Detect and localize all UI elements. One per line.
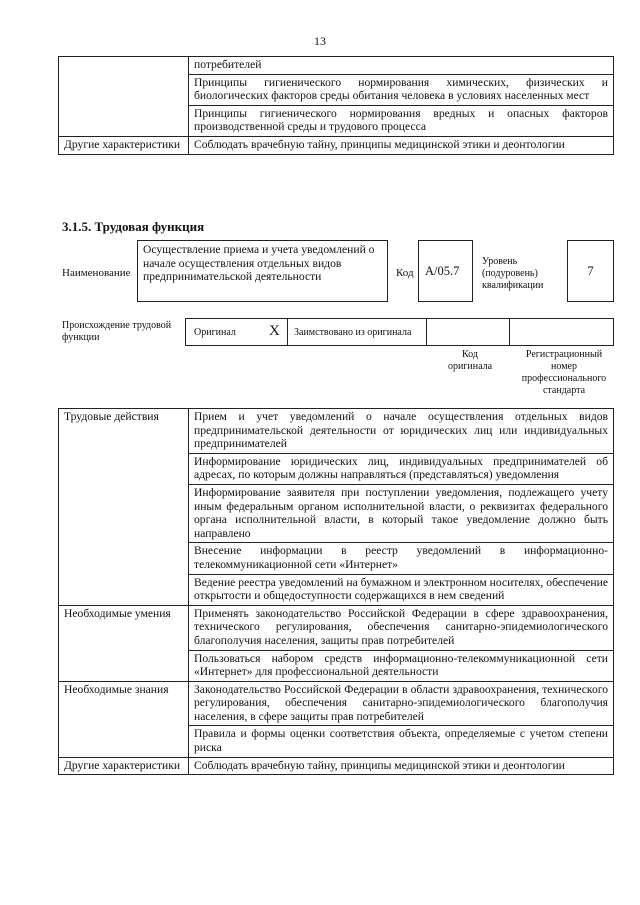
reg-caption: Регистрационный номер профессионального стандарта (521, 349, 607, 396)
row-text: Информирование заявителя при поступлении уведомления, подлежащего учету иным федеральным органом исполнительной власти, о реквизитах федерального органа исполнительной власти, в который такое уведомление должно быть направлено (189, 484, 614, 542)
row-text: Принципы гигиенического нормирования химических, физических и биологических факторов среды обитания человека в условиях населенных мест (189, 74, 614, 105)
row-text: потребителей (189, 57, 614, 75)
code-label: Код (396, 267, 414, 279)
table-row (59, 409, 614, 454)
table-row (59, 681, 614, 726)
row-text: Принципы гигиенического нормирования вредных и опасных факторов производственной среды и трудового процесса (189, 105, 614, 136)
row-label: Трудовые действия (59, 409, 189, 606)
row-text: Информирование юридических лиц, индивидуальных предпринимателей об адресах, по которым должны направляться (представляться) уведомления (189, 453, 614, 484)
name-value: Осуществление приема и учета уведомлений о начале осуществления отдельных видов предпринимательской деятельности (143, 243, 375, 284)
origin-code-box (426, 318, 510, 346)
page-number: 13 (314, 34, 326, 48)
row-label: Другие характеристики (59, 757, 189, 775)
level-value: 7 (587, 264, 594, 278)
level-label: Уровень (подуровень) квалификации (482, 256, 544, 291)
row-text: Применять законодательство Российской Федерации в сфере здравоохранения, технического регулирования, обеспечения санитарно-эпидемиологического благополучия населения, защиты прав потребителей (189, 605, 614, 650)
row-label (59, 57, 189, 137)
top-table (58, 56, 614, 155)
main-table (58, 408, 614, 775)
row-text: Законодательство Российской Федерации в области здравоохранения, технического регулирования, обеспечения санитарно-эпидемиологического благополучия населения, в сфере защиты прав потребителей (189, 681, 614, 726)
row-text: Пользоваться набором средств информационно-телекоммуникационной сети «Интернет» для профессиональной деятельности (189, 650, 614, 681)
original-label: Оригинал (194, 327, 236, 338)
code-value: А/05.7 (425, 264, 460, 278)
row-text: Ведение реестра уведомлений на бумажном и электронном носителях, обеспечение открытости и общедоступности содержащихся в нем сведений (189, 574, 614, 605)
table-row (59, 757, 614, 775)
origin-label: Происхождение трудовой функции (62, 320, 172, 343)
table-row (59, 57, 614, 75)
section-title: 3.1.5. Трудовая функция (62, 219, 205, 234)
reg-number-box (509, 318, 614, 346)
row-text: Соблюдать врачебную тайну, принципы медицинской этики и деонтологии (189, 757, 614, 775)
table-row (59, 136, 614, 154)
row-label: Необходимые умения (59, 605, 189, 681)
borrowed-box (287, 318, 427, 346)
table-row (59, 605, 614, 650)
row-text: Соблюдать врачебную тайну, принципы медицинской этики и деонтологии (189, 136, 614, 154)
original-box (185, 318, 288, 346)
name-label: Наименование (62, 267, 131, 279)
code-value-box (418, 240, 473, 302)
row-label: Другие характеристики (59, 136, 189, 154)
borrowed-label: Заимствовано из оригинала (294, 327, 412, 338)
level-value-box (567, 240, 614, 302)
name-value-box (137, 240, 388, 302)
row-label: Необходимые знания (59, 681, 189, 757)
row-text: Правила и формы оценки соответствия объекта, определяемые с учетом степени риска (189, 726, 614, 757)
row-text: Прием и учет уведомлений о начале осуществления отдельных видов предпринимательской деятельности от юридических лиц или индивидуальных предпринимателей (189, 409, 614, 454)
row-text: Внесение информации в реестр уведомлений в информационно-телекоммуникационной сети «Интернет» (189, 543, 614, 574)
original-mark: X (269, 323, 280, 339)
code-caption: Код оригинала (447, 349, 493, 372)
